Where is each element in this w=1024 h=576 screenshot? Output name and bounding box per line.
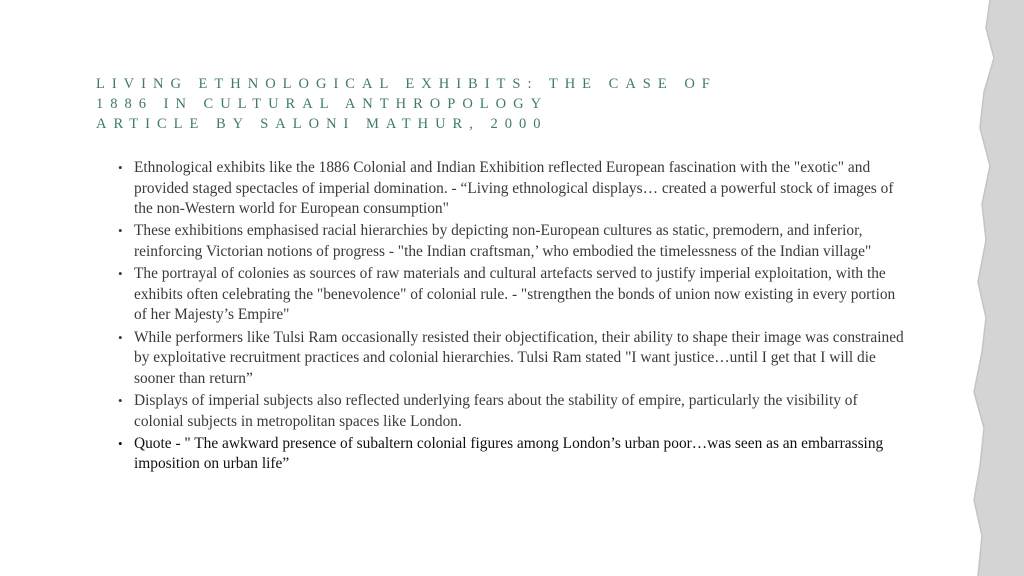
bullet-item (116, 221, 906, 262)
bullet-text: Ethnological exhibits like the 1886 Colonial and Indian Exhibition reflected European fascination with the "exotic" and provided staged spectacles of imperial domination. - “Living ethnological displays… created a powerful stock of images of the non-Western world for European consumption" (134, 159, 894, 218)
bullet-text: Quote - " The awkward presence of subaltern colonial figures among London’s urban poor…was seen as an embarrassing imposition on urban life” (134, 434, 884, 473)
bullet-text: Displays of imperial subjects also reflected underlying fears about the stability of empire, particularly the visibility of colonial subjects in metropolitan spaces like London. (134, 391, 858, 430)
bullet-text: The portrayal of colonies as sources of raw materials and cultural artefacts served to justify imperial exploitation, with the exhibits often celebrating the "benevolence" of colonial rule. - "strengthen the bonds of union now existing in every portion of her Majesty’s Empire" (134, 265, 896, 324)
torn-paper-edge (894, 0, 1024, 576)
bullet-icon: • (118, 223, 123, 239)
bullet-item-quote (116, 434, 906, 475)
bullet-text: While performers like Tulsi Ram occasionally resisted their objectification, their ability to shape their image was constrained by exploitative recruitment practices and colonial hierarchies. Tulsi Ram stated "I want justice…until I get that I will die sooner than return” (134, 328, 904, 387)
bullet-item (116, 264, 906, 326)
bullet-icon: • (118, 160, 123, 175)
bullet-item (116, 391, 906, 432)
bullet-icon: • (118, 329, 123, 345)
bullet-text: These exhibitions emphasised racial hierarchies by depicting non-European cultures as static, premodern, and inferior, reinforcing Victorian notions of progress - "the Indian craftsman,’ who embodied the timelessness of the Indian village" (134, 222, 872, 260)
title-line-3: ARTICLE BY SALONI MATHUR, 2000 (96, 116, 548, 132)
title-line-1: LIVING ETHNOLOGICAL EXHIBITS: THE CASE OF (96, 76, 717, 92)
slide-title (96, 74, 856, 134)
bullet-item (116, 328, 906, 390)
bullet-icon: • (118, 392, 123, 408)
title-line-2: 1886 IN CULTURAL ANTHROPOLOGY (96, 96, 549, 112)
bullet-icon: • (118, 435, 123, 451)
bullet-list (116, 158, 906, 476)
bullet-icon: • (118, 266, 123, 282)
bullet-item (116, 158, 906, 220)
